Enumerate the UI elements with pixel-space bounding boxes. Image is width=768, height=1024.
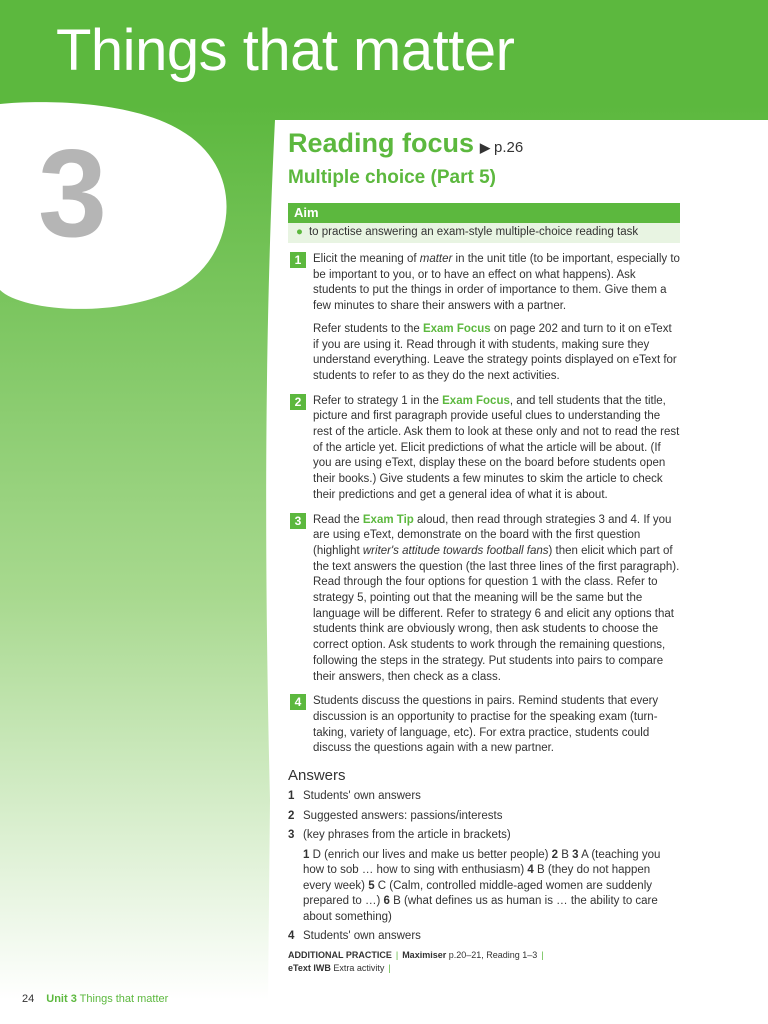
step-1 — [288, 252, 680, 385]
etext-label: eText IWB — [288, 962, 331, 973]
sub-number: 6 — [383, 895, 390, 908]
sub-number: 1 — [303, 848, 310, 861]
additional-label: ADDITIONAL PRACTICE — [288, 949, 392, 960]
divider: | — [388, 962, 391, 973]
step-2 — [288, 394, 680, 504]
unit-number: 3 — [38, 125, 107, 263]
section-subtitle: Multiple choice (Part 5) — [288, 167, 496, 188]
answer-text: Students' own answers — [303, 930, 421, 943]
maximiser-text: p.20–21, Reading 1–3 — [446, 949, 538, 960]
exam-tip-highlight: Exam Tip — [362, 513, 414, 526]
answer-number: 4 — [288, 930, 295, 943]
answer-item — [288, 929, 680, 945]
sub-text: B — [558, 848, 573, 861]
step-text: Refer students to the — [313, 322, 423, 335]
footer-unit: Unit 3 — [46, 993, 77, 1005]
bullet-icon: ● — [296, 226, 303, 238]
unit-title: Things that matter — [56, 18, 515, 83]
step-text: Refer to strategy 1 in the — [313, 394, 443, 407]
step-text: on page 202 and turn to it on eText if you are using it. Read through it with students, making sure they understand everything. Leave the strategy points displayed on eText for students to refer to as they do the next activities. — [313, 322, 677, 382]
answer-text: Suggested answers: passions/interests — [303, 809, 503, 822]
step-number: 1 — [290, 252, 306, 268]
sub-text: C (Calm, controlled middle-aged women are suddenly prepared to …) — [303, 879, 653, 908]
answer-text: (key phrases from the article in brackets) — [303, 829, 511, 842]
answer-subitems — [288, 848, 680, 926]
maximiser-label: Maximiser — [402, 949, 447, 960]
answer-number: 2 — [288, 809, 295, 822]
section-heading — [288, 130, 680, 157]
answer-number: 3 — [288, 829, 295, 842]
step-text: , and tell students that the title, picture and first paragraph provide useful clues to understanding the rest of the article. Ask them to look at these only and not to read the rest of the article yet. Elicit predictions of what the article will be about. (If you are using eText, display these on the board before students open their books.) Give students a few minutes to skim the article to check their predictions and get a general idea of what it is about. — [313, 394, 680, 501]
page-reference: p.26 — [494, 139, 524, 156]
step-text: ) then elicit which part of the text answers the question (the last three lines of the first paragraph). Read through the four options for question 1 with the class. Refer to strategy 5, pointing out that the meaning will be the same but the language will be different. Refer to strategy 6 and elicit any options that students think are obviously wrong, then ask students to choose the correct option. Ask students to work through the remaining questions, following the steps in the strategy. Put students into pairs to compare their answers, then check as a class. — [313, 544, 680, 683]
step-number: 3 — [290, 513, 306, 529]
additional-practice — [288, 949, 680, 975]
aim-label: Aim — [288, 203, 680, 223]
answer-item — [288, 828, 680, 844]
aim-box — [288, 223, 680, 243]
step-text: Elicit the meaning of — [313, 253, 420, 265]
sub-number: 3 — [572, 848, 579, 861]
step-text: aloud, then read through strategies 3 and 4. If you are using eText, demonstrate on the board with the first question (highlight — [313, 513, 672, 557]
answer-text: Students' own answers — [303, 790, 421, 803]
answer-number: 1 — [288, 790, 295, 803]
page-number: 24 — [22, 993, 35, 1005]
exam-focus-highlight: Exam Focus — [422, 322, 491, 335]
step-4 — [288, 694, 680, 757]
etext-text: Extra activity — [330, 962, 385, 973]
aim-text: to practise answering an exam-style multiple-choice reading task — [308, 226, 639, 238]
divider: | — [541, 949, 544, 960]
play-arrow-icon: ▶ — [480, 140, 491, 155]
exam-focus-highlight: Exam Focus — [442, 394, 510, 407]
step-number: 4 — [290, 694, 306, 710]
section-title: Reading focus — [288, 128, 475, 158]
step-text: Read the — [313, 513, 363, 526]
sub-text: B (what defines us as human is … the ability to care about something) — [303, 895, 658, 923]
step-italic: writer's attitude towards football fans — [362, 544, 549, 557]
sub-number: 4 — [527, 864, 534, 877]
step-number: 2 — [290, 394, 306, 410]
step-3 — [288, 513, 680, 686]
sub-text: A (teaching you how to sob … how to sing with enthusiasm) — [303, 848, 661, 877]
sub-text: D (enrich our lives and make us better people) — [309, 848, 552, 861]
sub-number: 2 — [551, 848, 559, 861]
footer-title: Things that matter — [79, 993, 169, 1005]
sub-text: B (they do not happen every week) — [303, 864, 651, 892]
step-italic: matter — [419, 253, 453, 265]
sub-number: 5 — [368, 879, 375, 892]
step-text: in the unit title (to be important, especially to be important to you, or to have an effect on what happens). Ask students to put the things in order of importance to them. Give them a few minutes to share their answers with a partner. — [313, 253, 680, 313]
answer-item — [288, 809, 680, 825]
step-text: Students discuss the questions in pairs. Remind students that every discussion is an opportunity to practise for the speaking exam (turn-taking, variety of language, etc). For extra practice, students could discuss the questions again with a new partner. — [313, 695, 659, 755]
page-footer — [22, 993, 168, 1005]
main-content — [288, 130, 680, 975]
answer-item — [288, 789, 680, 805]
divider: | — [395, 949, 399, 960]
answers-title: Answers — [288, 767, 346, 785]
